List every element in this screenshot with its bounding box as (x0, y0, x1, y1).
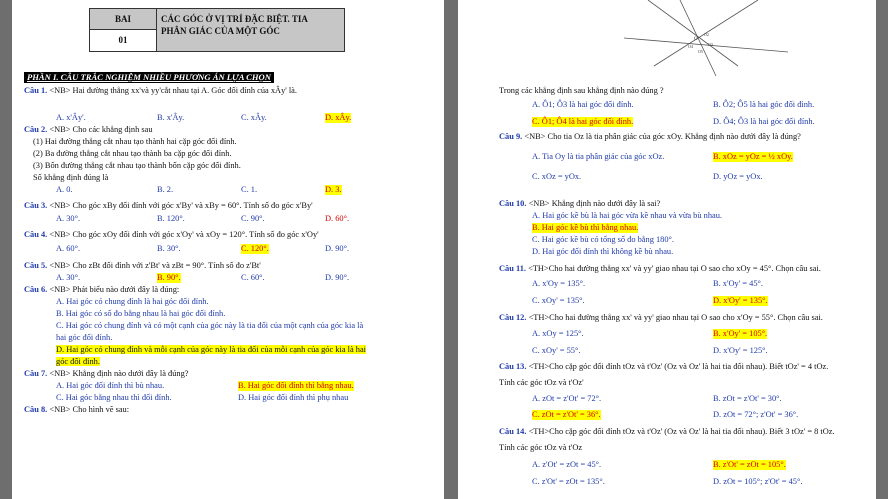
q8-option-c-answer[interactable]: C. Ô1; Ô4 là hai góc đối đỉnh. (532, 117, 634, 126)
q4-option-d[interactable]: D. 90°. (325, 244, 350, 253)
q6-option-d-text-2: góc đối đỉnh. (56, 357, 100, 366)
q6-option-d-line1[interactable] (56, 345, 366, 355)
q8-option-a[interactable]: A. Ô1; Ô3 là hai góc đối đỉnh. (532, 100, 634, 109)
question-text: <NB> Khẳng định nào dưới đây là sai? (528, 199, 661, 208)
question-11 (499, 264, 821, 274)
question-label: Câu 6. (24, 285, 48, 294)
question-label: Câu 8. (24, 405, 48, 414)
question-label: Câu 14. (499, 427, 527, 436)
question-label: Câu 3. (24, 201, 48, 210)
q14-option-b-answer[interactable]: B. z'Ot' = zOt = 105°. (713, 460, 786, 469)
question-text: <NB> Cho zBt đối đỉnh với z'Bt' và zBt = 90°. Tính số đo z'Bt' (49, 261, 261, 270)
q14-option-d[interactable]: D. zOt = 105°; z'Ot' = 45°. (713, 477, 803, 486)
question-label: Câu 1. (24, 86, 48, 95)
question-3 (24, 201, 313, 211)
q9-option-a[interactable]: A. Tia Oy là tia phân giác của góc xOz. (532, 152, 665, 161)
q13-prompt: Tính các góc tOz và t'Oz' (499, 378, 584, 387)
question-text: <NB> Cho các khẳng định sau (49, 125, 153, 134)
q11-option-a[interactable]: A. x'Oy = 135°. (532, 279, 586, 288)
question-text: <NB> Phát biểu nào dưới đây là đúng: (49, 285, 180, 294)
q1-option-c[interactable]: C. xÂy. (241, 113, 267, 122)
q4-option-c-answer[interactable]: C. 120°. (241, 244, 269, 253)
q5-option-a[interactable]: A. 30°. (56, 273, 81, 282)
q8-option-b[interactable]: B. Ô2; Ô5 là hai góc đối đỉnh. (713, 100, 815, 109)
question-12 (499, 313, 823, 323)
question-text: <TH>Cho hai đường thẳng xx' và yy' giao nhau tại O sao cho xOy = 45°. Chọn câu sai. (528, 264, 821, 273)
q12-option-c[interactable]: C. xOy' = 55°. (532, 346, 581, 355)
q10-option-b-answer[interactable]: B. Hai góc kề bù thì bằng nhau. (532, 223, 639, 232)
q2-prompt: Số khẳng định đúng là (33, 173, 109, 182)
q11-option-d-answer[interactable]: D. x'Oy' = 135°. (713, 296, 768, 305)
question-text: <NB> Cho góc xBy đối đỉnh với góc x'By' và xBy = 60°. Tính số đo góc x'By' (49, 201, 313, 210)
question-label: Câu 2. (24, 125, 48, 134)
question-14 (499, 427, 835, 437)
figure-label-o4: O4 (688, 44, 693, 49)
q4-option-a[interactable]: A. 60°. (56, 244, 81, 253)
lesson-title-cell (157, 9, 344, 51)
q6-option-c-line1[interactable]: C. Hai góc có chung đỉnh và có một cạnh của góc này là tia đối của một cạnh của góc kia là (56, 321, 364, 330)
q2-option-c[interactable]: C. 1. (241, 185, 258, 194)
question-text: <NB> Cho hình vẽ sau: (49, 405, 130, 414)
question-label: Câu 7. (24, 369, 48, 378)
lesson-number: 01 (90, 30, 157, 51)
q6-option-d-text: D. Hai góc có chung đỉnh và mỗi cạnh của góc này là tia đối của mỗi cạnh của góc kia là hai (56, 345, 366, 354)
q2-statement-2: (2) Ba đường thẳng cắt nhau tạo thành ba cặp góc đối đỉnh. (33, 149, 232, 158)
q4-option-b[interactable]: B. 30°. (157, 244, 181, 253)
question-4 (24, 230, 319, 240)
question-9 (499, 132, 801, 142)
figure-line-1 (648, 0, 738, 66)
q14-option-c[interactable]: C. z'Ot' = zOt = 135°. (532, 477, 605, 486)
q12-option-d[interactable]: D. x'Oy' = 125°. (713, 346, 768, 355)
left-page (12, 0, 444, 499)
q13-option-d[interactable]: D. zOt = 72°; z'Ot' = 36°. (713, 410, 799, 419)
q1-option-d-answer[interactable]: D. xÂy. (325, 113, 352, 122)
q13-option-c-answer[interactable]: C. zOt = z'Ot' = 36°. (532, 410, 601, 419)
q6-option-b[interactable]: B. Hai góc có số đo bằng nhau là hai góc đối đỉnh. (56, 309, 226, 318)
question-label: Câu 10. (499, 199, 527, 208)
question-5 (24, 261, 261, 271)
q8-prompt: Trong các khẳng định sau khẳng định nào đúng ? (499, 86, 664, 95)
question-8 (24, 405, 129, 415)
q7-option-d[interactable]: D. Hai góc đối đỉnh thì phụ nhau (238, 393, 349, 402)
q6-option-a[interactable]: A. Hai góc có chung đỉnh là hai góc đối đỉnh. (56, 297, 209, 306)
q13-option-b[interactable]: B. zOt = z'Ot' = 30°. (713, 394, 782, 403)
q3-option-a[interactable]: A. 30°. (56, 214, 81, 223)
lesson-title-line1: CÁC GÓC Ở VỊ TRÍ ĐẶC BIỆT. TIA (161, 14, 308, 24)
q11-option-b[interactable]: B. x'Oy' = 45°. (713, 279, 763, 288)
figure-line-4 (624, 38, 788, 52)
q12-option-b-answer[interactable]: B. x'Oy' = 105°. (713, 329, 768, 338)
question-text: <NB> Hai đường thẳng xx'và yy'cắt nhau tại A. Góc đối đỉnh của xÂy' là. (49, 86, 297, 95)
q13-option-a[interactable]: A. zOt = z'Ot' = 72°. (532, 394, 602, 403)
part-heading: PHẦN I. CÂU TRẮC NGHIỆM NHIỀU PHƯƠNG ÁN LỰA CHỌN (24, 72, 274, 83)
q9-option-d[interactable]: D. yOz = yOx. (713, 172, 763, 181)
question-text: <TH>Cho cặp góc đối đỉnh tOz và t'Oz' (Oz và Oz' là hai tia đối nhau). Biết tOz' = 4 tOz. (528, 362, 829, 371)
q2-statement-3: (3) Bốn đường thẳng cắt nhau tạo thành bốn cặp góc đối đỉnh. (33, 161, 241, 170)
question-1 (24, 86, 297, 96)
q11-option-c[interactable]: C. xOy' = 135°. (532, 296, 585, 305)
q9-option-b-answer[interactable]: B. xOz = yOz = ½ xOy. (713, 152, 793, 161)
question-label: Câu 5. (24, 261, 48, 270)
question-label: Câu 9. (499, 132, 523, 141)
question-label: Câu 11. (499, 264, 526, 273)
q10-option-d[interactable]: D. Hai góc đối đỉnh thì không kề bù nhau. (532, 247, 674, 256)
question-text: <NB> Cho góc xOy đối đỉnh với góc x'Oy' và xOy = 120°. Tính số đo góc x'Oy' (49, 230, 319, 239)
q6-option-d-line2[interactable] (56, 357, 100, 367)
question-text: <TH>Cho hai đường thẳng xx' và yy' giao nhau tại O sao cho x'Oy = 55°. Chọn câu sai. (528, 313, 823, 322)
q14-prompt: Tính các góc tOz và t'Oz (499, 443, 583, 452)
question-13 (499, 362, 828, 372)
q9-option-c[interactable]: C. xOz = yOx. (532, 172, 582, 181)
q3-option-c[interactable]: C. 90°. (241, 214, 265, 223)
question-label: Câu 4. (24, 230, 48, 239)
figure-label-o2: O2 (704, 32, 709, 37)
intersecting-lines-figure (458, 0, 876, 80)
figure-label-o3: O3 (708, 42, 713, 47)
q2-option-a[interactable]: A. 0. (56, 185, 73, 194)
question-10 (499, 199, 660, 209)
q1-option-a[interactable]: A. x'Ây'. (56, 113, 86, 122)
question-6 (24, 285, 179, 295)
question-label: Câu 12. (499, 313, 527, 322)
q12-option-a[interactable]: A. xOy = 125°. (532, 329, 584, 338)
question-label: Câu 13. (499, 362, 527, 371)
q2-option-d-answer[interactable]: D. 3. (325, 185, 342, 194)
q8-option-d[interactable]: D. Ô4; Ô3 là hai góc đối đỉnh. (713, 117, 815, 126)
q2-option-b[interactable]: B. 2. (157, 185, 174, 194)
figure-label-o: O (694, 37, 698, 42)
q5-option-c[interactable]: C. 60°. (241, 273, 265, 282)
q3-option-d-answer[interactable]: D. 60°. (325, 214, 350, 223)
figure-label-o5: O5 (698, 49, 703, 54)
question-text: <NB> Khẳng định nào dưới đây là đúng? (49, 369, 189, 378)
right-page (458, 0, 876, 499)
q7-option-a[interactable]: A. Hai góc đối đỉnh thì bù nhau. (56, 381, 165, 390)
lesson-title-line2: PHÂN GIÁC CỦA MỘT GÓC (161, 26, 280, 36)
lesson-title-box (89, 8, 345, 52)
q5-option-d[interactable]: D. 90°. (325, 273, 350, 282)
question-text: <NB> Cho tia Oz là tia phân giác của góc xOy. Khẳng định nào dưới đây là đúng? (524, 132, 801, 141)
q2-statement-1: (1) Hai đường thẳng cắt nhau tạo thành hai cặp góc đối đỉnh. (33, 137, 237, 146)
question-7 (24, 369, 189, 379)
q6-option-c-line2[interactable]: hai góc đối đỉnh. (56, 333, 113, 342)
q3-option-b[interactable]: B. 120°. (157, 214, 185, 223)
q7-option-b-answer[interactable]: B. Hai góc đối đỉnh thì bằng nhau. (238, 381, 354, 390)
question-text: <TH>Cho cặp góc đối đỉnh tOz và t'Oz' (Oz và Oz' là hai tia đối nhau). Biết 3 tOz' = 8 tOz. (528, 427, 835, 436)
q14-option-a[interactable]: A. z'Ot' = zOt = 45°. (532, 460, 602, 469)
q7-option-c[interactable]: C. Hai góc bằng nhau thì đối đỉnh. (56, 393, 172, 402)
q5-option-b-answer[interactable]: B. 90°. (157, 273, 181, 282)
q10-option-c[interactable]: C. Hai góc kề bù có tổng số đo bằng 180°. (532, 235, 674, 244)
q1-option-b[interactable]: B. x'Ây. (157, 113, 185, 122)
question-2 (24, 125, 153, 135)
q10-option-a[interactable]: A. Hai góc kề bù là hai góc vừa kề nhau và vừa bù nhau. (532, 211, 723, 220)
figure-line-3 (680, 0, 716, 76)
lesson-label: BAI (90, 9, 157, 30)
